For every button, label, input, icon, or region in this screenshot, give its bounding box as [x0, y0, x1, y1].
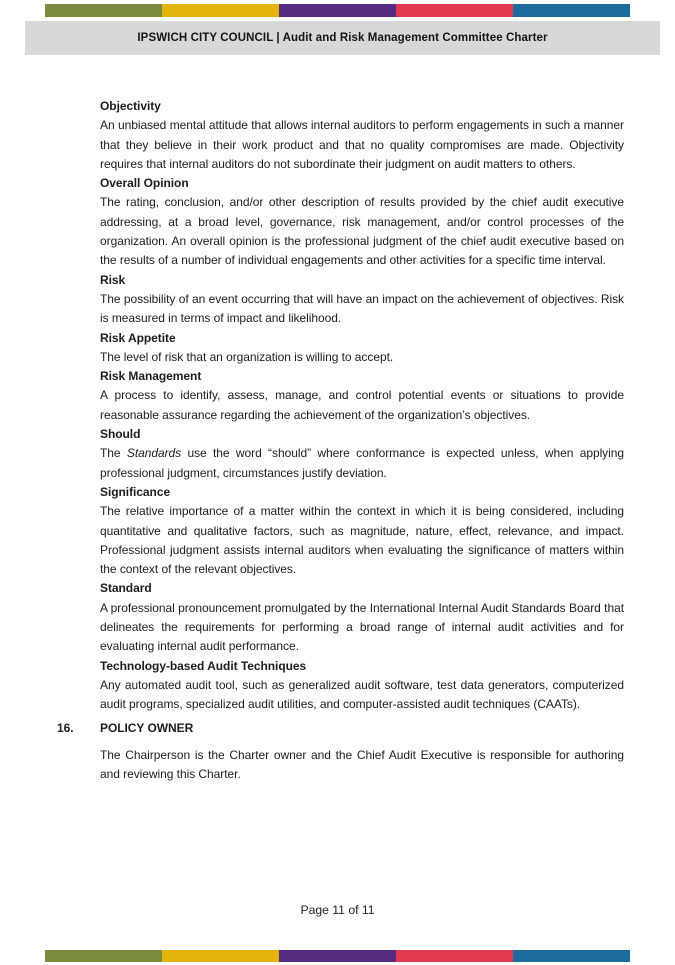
definition-term: Overall Opinion	[100, 176, 189, 191]
definition-term: Risk Appetite	[100, 330, 176, 345]
definition-text	[100, 193, 624, 270]
definitions-list	[100, 97, 624, 715]
document-header-band	[25, 21, 660, 55]
definition-text	[100, 348, 624, 367]
definition-item	[100, 174, 624, 270]
definition-text-italic-run: Standards	[126, 446, 182, 461]
definition-term: Risk	[100, 272, 126, 287]
definition-item	[100, 329, 624, 368]
header-color-bar	[45, 4, 630, 17]
definition-item	[100, 425, 624, 483]
page-number-label: Page 11 of 11	[300, 903, 375, 917]
color-bar-segment	[396, 950, 513, 962]
definition-text-run: The level of risk that an organization is willing to accept.	[100, 349, 394, 364]
document-title: IPSWICH CITY COUNCIL | Audit and Risk Management Committee Charter	[137, 32, 548, 44]
definition-item	[100, 483, 624, 579]
definition-text-run: The possibility of an event occurring that will have an impact on the achievement of objectives. Risk is measured in terms of impact and likelihood.	[100, 291, 624, 326]
definition-text	[100, 386, 624, 425]
definition-item	[100, 579, 624, 656]
definition-term: Should	[100, 427, 141, 442]
color-bar-segment	[396, 4, 513, 17]
section-number: 16.	[57, 720, 74, 735]
definition-text	[100, 290, 624, 329]
definition-item	[100, 657, 624, 715]
definition-item	[100, 367, 624, 425]
definition-item	[100, 271, 624, 329]
definition-term: Standard	[100, 581, 152, 596]
section-heading: POLICY OWNER	[100, 720, 194, 735]
color-bar-segment	[162, 4, 279, 17]
section-heading-row	[57, 719, 624, 738]
definition-text-run: An unbiased mental attitude that allows internal auditors to perform engagements in such a manner that they believe in their work product and that no quality compromises are made. Objectivity requires that internal auditors do not subordinate their judgment on audit matters to others.	[100, 118, 624, 171]
definition-text-run: The	[100, 446, 127, 461]
definition-text-run: The relative importance of a matter within the context in which it is being considered, including quantitative and qualitative factors, such as magnitude, nature, effect, relevance, and impact. Professional judgment assists internal auditors when evaluating the significance of matters within the context of the relevant objectives.	[100, 504, 624, 577]
definition-text-run: A process to identify, assess, manage, and control potential events or situations to provide reasonable assurance regarding the achievement of the organization’s objectives.	[100, 388, 624, 422]
color-bar-segment	[45, 4, 162, 17]
definition-term: Objectivity	[100, 99, 161, 113]
definition-text-run: A professional pronouncement promulgated by the International Internal Audit Standards Board that delineates the requirements for performing a broad range of internal audit activities and for evaluating internal audit performance.	[100, 600, 624, 654]
color-bar-segment	[513, 950, 630, 962]
definition-text	[100, 444, 624, 483]
color-bar-segment	[45, 950, 162, 962]
page-footer	[0, 903, 675, 917]
definition-text-run: use the word “should” where conformance is expected unless, when applying professional judgment, circumstances justify deviation.	[100, 446, 624, 480]
definition-text	[100, 599, 624, 657]
definition-term: Risk Management	[100, 369, 202, 384]
section-paragraph: The Chairperson is the Charter owner and the Chief Audit Executive is responsible for authoring and reviewing this Charter.	[100, 747, 624, 782]
definition-term: Significance	[100, 484, 171, 499]
definition-text-run: Any automated audit tool, such as generalized audit software, test data generators, computerized audit programs, specialized audit utilities, and computer-assisted audit techniques (CAATs).	[100, 677, 624, 712]
page-content	[57, 97, 624, 784]
color-bar-segment	[279, 950, 396, 962]
definition-item	[100, 97, 624, 174]
color-bar-segment	[513, 4, 630, 17]
definition-text	[100, 676, 624, 715]
definition-text-run: The rating, conclusion, and/or other description of results provided by the chief audit executive addressing, at a broad level, governance, risk management, and/or control processes of the organization. An overall opinion is the professional judgment of the chief audit executive based on the results of a number of individual engagements and other activities for a specific time interval.	[100, 195, 624, 268]
definition-term: Technology-based Audit Techniques	[100, 658, 307, 673]
color-bar-segment	[279, 4, 396, 17]
policy-owner-section	[57, 719, 624, 785]
color-bar-segment	[162, 950, 279, 962]
footer-color-bar	[45, 950, 630, 962]
definition-text	[100, 116, 624, 174]
definition-text	[100, 502, 624, 579]
